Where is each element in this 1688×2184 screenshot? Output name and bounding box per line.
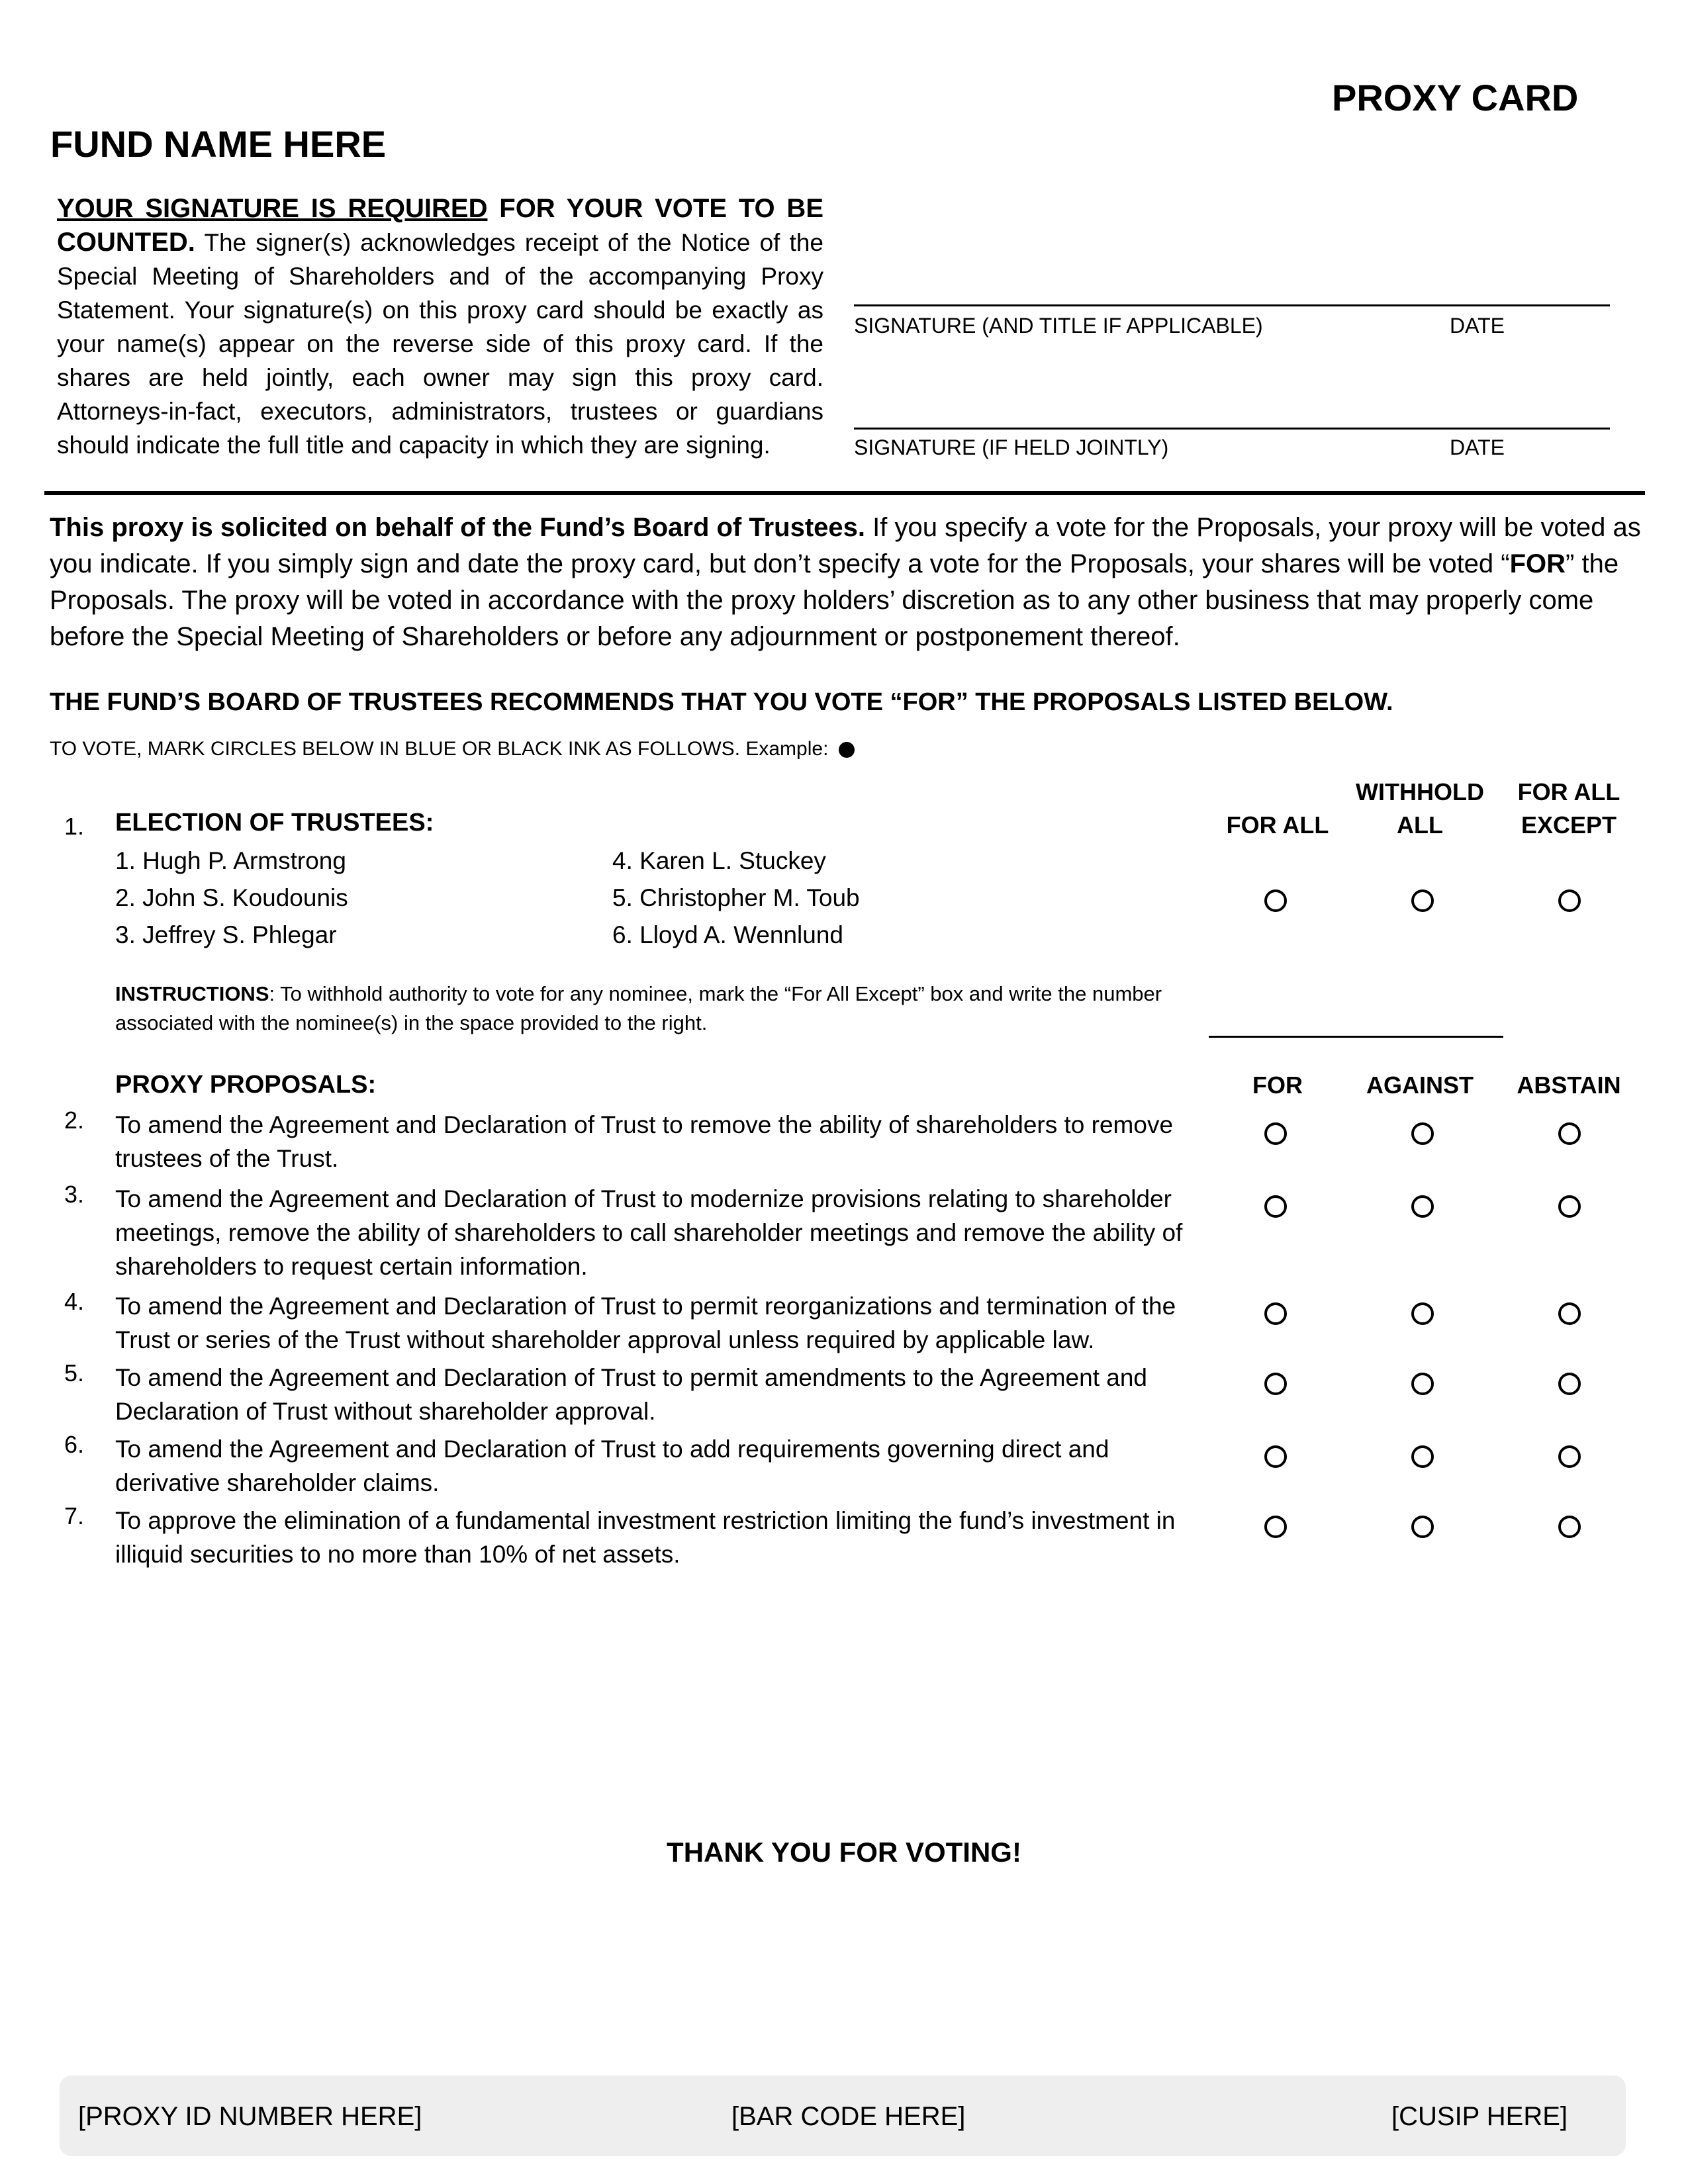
- proposal-text: To approve the elimination of a fundamental investment restriction limiting the fund’s investment in illiquid securities to no more than 10% of net assets.: [115, 1507, 1176, 1568]
- signature-label-2: SIGNATURE (IF HELD JOINTLY): [854, 435, 1169, 459]
- vote-circle-against[interactable]: [1411, 1516, 1434, 1538]
- proposal-text: To amend the Agreement and Declaration of Trust to permit amendments to the Agreement and Declaration of Trust without shareholder approval.: [115, 1364, 1148, 1425]
- proposal-number: 4.: [64, 1288, 85, 1315]
- vote-circle-against[interactable]: [1411, 1195, 1434, 1218]
- vote-circle-for-all[interactable]: [1264, 889, 1287, 912]
- col-header-except-line2: EXCEPT: [1521, 811, 1617, 839]
- vote-circle-against[interactable]: [1411, 1445, 1434, 1468]
- cusip-placeholder: [CUSIP HERE]: [1391, 2102, 1568, 2131]
- proposal-number: 2.: [64, 1107, 85, 1134]
- section-divider: [44, 491, 1645, 495]
- signature-notice: [57, 192, 823, 462]
- nominee-1: 1. Hugh P. Armstrong: [115, 847, 346, 874]
- vote-circle-for[interactable]: [1264, 1302, 1287, 1325]
- vote-circle-for[interactable]: [1264, 1122, 1287, 1145]
- vote-circle-abstain[interactable]: [1558, 1516, 1581, 1538]
- footer-bar: [60, 2075, 1626, 2156]
- signature-notice-body: The signer(s) acknowledges receipt of the Notice of the Special Meeting of Shareholders and of the accompanying Proxy Statement. Your signature(s) on this proxy card should be exactly as your name(s) appear on the reverse side of this proxy card. If the shares are held jointly, each owner may sign this proxy card. Attorneys-in-fact, executors, administrators, trustees or guardians should indicate the full title and capacity in which they are signing.: [57, 229, 823, 459]
- vote-circle-abstain[interactable]: [1558, 1302, 1581, 1325]
- col-header-for-all: FOR ALL: [1226, 811, 1329, 839]
- signature-line-1[interactable]: [854, 304, 1610, 306]
- vote-circle-against[interactable]: [1411, 1122, 1434, 1145]
- intro-for: FOR: [1509, 549, 1566, 578]
- board-recommendation: THE FUND’S BOARD OF TRUSTEES RECOMMENDS THAT YOU VOTE “FOR” THE PROPOSALS LISTED BELOW.: [50, 688, 1393, 716]
- date-label-1: DATE: [1450, 314, 1505, 338]
- signature-label-1: SIGNATURE (AND TITLE IF APPLICABLE): [854, 314, 1263, 338]
- col-header-against: AGAINST: [1366, 1071, 1474, 1099]
- nominee-3: 3. Jeffrey S. Phlegar: [115, 921, 337, 948]
- proposal-text: To amend the Agreement and Declaration of Trust to modernize provisions relating to shareholder meetings, remove the ability of shareholders to call shareholder meetings and remove the ability of shareholders to request certain information.: [115, 1185, 1183, 1280]
- vote-circle-for[interactable]: [1264, 1516, 1287, 1538]
- election-instructions: [115, 979, 1207, 1038]
- vote-circle-for[interactable]: [1264, 1445, 1287, 1468]
- intro-part1: If you specify a vote for the Proposals, your proxy will be voted as you indicate. If you simply sign and date the proxy card, but don’t specify a vote for the Proposals, your shares will be voted “: [50, 513, 1641, 578]
- thank-you-message: THANK YOU FOR VOTING!: [667, 1837, 1021, 1868]
- election-number: 1.: [64, 813, 85, 840]
- proxy-id-placeholder: [PROXY ID NUMBER HERE]: [78, 2102, 422, 2131]
- proposal-number: 5.: [64, 1359, 85, 1387]
- nominee-2: 2. John S. Koudounis: [115, 884, 348, 911]
- vote-circle-abstain[interactable]: [1558, 1195, 1581, 1218]
- except-nominee-write-line[interactable]: [1209, 1036, 1503, 1038]
- col-header-withhold-line1: WITHHOLD: [1356, 778, 1484, 805]
- election-title: ELECTION OF TRUSTEES:: [115, 809, 434, 837]
- signature-required-text: YOUR SIGNATURE IS REQUIRED: [57, 194, 488, 223]
- proposals-title: PROXY PROPOSALS:: [115, 1071, 377, 1099]
- nominee-5: 5. Christopher M. Toub: [612, 884, 860, 911]
- proposal-number: 6.: [64, 1431, 85, 1458]
- col-header-withhold-line2: ALL: [1397, 811, 1443, 839]
- fund-name: FUND NAME HERE: [50, 123, 387, 165]
- signature-line-2[interactable]: [854, 428, 1610, 430]
- col-header-abstain: ABSTAIN: [1517, 1071, 1621, 1099]
- intro-paragraph: [50, 510, 1645, 655]
- vote-circle-abstain[interactable]: [1558, 1122, 1581, 1145]
- nominee-4: 4. Karen L. Stuckey: [612, 847, 826, 874]
- vote-circle-abstain[interactable]: [1558, 1373, 1581, 1395]
- date-label-2: DATE: [1450, 435, 1505, 459]
- col-header-except-line1: FOR ALL: [1517, 778, 1620, 805]
- vote-circle-for-all-except[interactable]: [1558, 889, 1581, 912]
- proposal-number: 7.: [64, 1502, 85, 1529]
- example-filled-circle-icon: [839, 742, 855, 758]
- instructions-text: : To withhold authority to vote for any nominee, mark the “For All Except” box and write the number associated with the nominee(s) in the space provided to the right.: [115, 982, 1162, 1034]
- vote-circle-withhold-all[interactable]: [1411, 889, 1434, 912]
- vote-circle-for[interactable]: [1264, 1195, 1287, 1218]
- vote-circle-abstain[interactable]: [1558, 1445, 1581, 1468]
- bar-code-placeholder: [BAR CODE HERE]: [731, 2102, 966, 2131]
- instructions-label: INSTRUCTIONS: [115, 982, 269, 1005]
- vote-circle-for[interactable]: [1264, 1373, 1287, 1395]
- vote-circle-against[interactable]: [1411, 1302, 1434, 1325]
- proposal-number: 3.: [64, 1181, 85, 1208]
- vote-circle-against[interactable]: [1411, 1373, 1434, 1395]
- intro-bold: This proxy is solicited on behalf of the Fund’s Board of Trustees.: [50, 513, 866, 542]
- vote-counted-text: FOR YOUR VOTE TO BE COUNTED.: [57, 194, 823, 257]
- proposal-text: To amend the Agreement and Declaration of Trust to permit reorganizations and termination of the Trust or series of the Trust without shareholder approval unless required by applicable law.: [115, 1293, 1176, 1353]
- voting-instructions: [50, 738, 855, 760]
- voting-instructions-text: TO VOTE, MARK CIRCLES BELOW IN BLUE OR BLACK INK AS FOLLOWS. Example:: [50, 738, 829, 760]
- proxy-card-title: PROXY CARD: [1332, 77, 1579, 118]
- proposal-text: To amend the Agreement and Declaration of Trust to remove the ability of shareholders to remove trustees of the Trust.: [115, 1111, 1174, 1172]
- intro-part2: ” the Proposals. The proxy will be voted in accordance with the proxy holders’ discretion as to any other business that may properly come before the Special Meeting of Shareholders or before any adjournment or postponement thereof.: [50, 549, 1619, 651]
- col-header-for-all-except: [1463, 776, 1675, 842]
- nominee-6: 6. Lloyd A. Wennlund: [612, 921, 844, 948]
- proposal-text: To amend the Agreement and Declaration of Trust to add requirements governing direct and derivative shareholder claims.: [115, 1435, 1109, 1496]
- col-header-for: FOR: [1252, 1071, 1303, 1099]
